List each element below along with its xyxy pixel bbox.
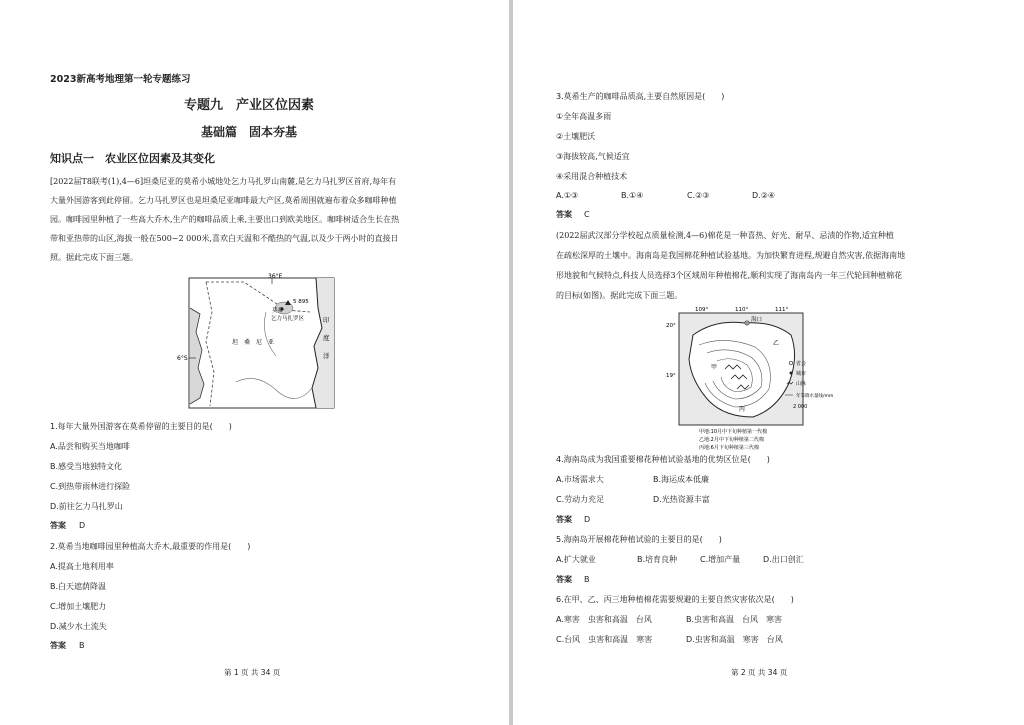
town-label: 莫希 xyxy=(272,308,284,314)
question-4-option: B.海运成本低廉 xyxy=(653,475,710,484)
page-title: 专题九 产业区位因素 xyxy=(184,98,315,113)
question-2-option: A.提高土地利用率 xyxy=(50,562,114,571)
region-label: 乞力马扎罗区 xyxy=(271,316,305,322)
question-1-option: C.到热带雨林进行探险 xyxy=(50,482,131,491)
longitude-label: 109° xyxy=(695,307,709,313)
tanzania-map-figure xyxy=(176,272,340,416)
question-3-item: ①全年高温多雨 xyxy=(556,112,612,121)
question-6-option: C.台风 虫害和高温 寒害 xyxy=(556,635,653,644)
question-3-option: B.①④ xyxy=(621,191,644,200)
question-2-option: B.白天遮荫降温 xyxy=(50,582,107,591)
question-4-stem: 4.海南岛成为我国重要棉花种植试验基地的优势区位是( ) xyxy=(556,455,770,464)
question-1-option: A.品尝和购买当地咖啡 xyxy=(50,442,130,451)
isohyet-label: 2 000 xyxy=(793,404,808,410)
ocean-label: 度 xyxy=(323,334,330,342)
question-3-option: A.①③ xyxy=(556,191,579,200)
latitude-label: 6°S xyxy=(177,355,188,362)
answer-label: 答案 xyxy=(556,575,572,584)
intro-line: 带和亚热带的山区,海拔一般在500~2 000米,喜欢白天温和不酷热的气温,以及少于两小时的直接日 xyxy=(50,234,399,243)
intro-line: (2022届武汉部分学校起点质量检测,4—6)棉花是一种喜热、好光、耐旱、忌渍的作物,适宜种植 xyxy=(556,231,894,240)
answer-label: 答案 xyxy=(50,521,66,530)
question-3-stem: 3.莫希生产的咖啡品质高,主要自然原因是( ) xyxy=(556,92,725,101)
question-2-stem: 2.莫希当地咖啡园里种植高大乔木,最重要的作用是( ) xyxy=(50,542,251,551)
latitude-label: 19° xyxy=(666,373,676,379)
answer-value: D xyxy=(584,515,591,524)
intro-line: [2022届T8联考(1),4—6]坦桑尼亚的莫希小城地处乞力马扎罗山南麓,是乞力马扎罗区首府,每年有 xyxy=(50,177,397,186)
question-4-option: C.劳动力充足 xyxy=(556,495,605,504)
map-note: 乙地:2月中下旬种植第二代棉 xyxy=(699,437,764,443)
city-label: 海口 xyxy=(751,317,763,323)
section-heading: 知识点一 农业区位因素及其变化 xyxy=(50,152,215,165)
question-3-option: D.②④ xyxy=(752,191,776,200)
page-1 xyxy=(0,0,509,725)
hainan-map-figure xyxy=(665,305,834,453)
svg-text:省会: 省会 xyxy=(796,361,807,367)
longitude-label: 36°E xyxy=(268,273,283,280)
ocean-label: 洋 xyxy=(323,352,330,360)
map-note: 甲地:10月中下旬种植第一代棉 xyxy=(699,429,768,435)
page-footer: 第 1 页 共 34 页 xyxy=(224,668,281,677)
intro-line: 大量外国游客到此停留。乞力马扎罗区也是坦桑尼亚咖啡最大产区,莫希周围就遍布着众多咖啡种植 xyxy=(50,196,397,205)
question-3-item: ③海拔较高,气候适宜 xyxy=(556,152,630,161)
document-header: 2023新高考地理第一轮专题练习 xyxy=(50,74,191,85)
answer-value: B xyxy=(79,641,85,650)
latitude-label: 20° xyxy=(666,323,676,329)
question-5-option: A.扩大就业 xyxy=(556,555,596,564)
answer-label: 答案 xyxy=(556,515,572,524)
answer-value: B xyxy=(584,575,590,584)
intro-line: 园。咖啡园里种植了一些高大乔木,生产的咖啡品质上乘,主要出口到欧美地区。咖啡树适合生长在热 xyxy=(50,215,400,224)
longitude-label: 110° xyxy=(735,307,749,313)
question-6-option: D.虫害和高温 寒害 台风 xyxy=(686,635,783,644)
zone-label: 甲 xyxy=(711,364,718,371)
map-note: 丙地:6月下旬种植第三代棉 xyxy=(699,445,759,451)
page-subtitle: 基础篇 固本夯基 xyxy=(201,125,298,139)
intro-line: 照。据此完成下面三题。 xyxy=(50,253,138,262)
country-label: 坦 桑 尼 亚 xyxy=(232,339,275,346)
peak-label: 5 895 xyxy=(293,299,309,305)
answer-label: 答案 xyxy=(556,210,572,219)
question-5-option: B.培育良种 xyxy=(637,555,678,564)
intro-line: 在疏松深厚的土壤中。海南岛是我国棉花种植试验基地。为加快繁育进程,规避自然灾害,依据海南地 xyxy=(556,251,906,260)
page-footer: 第 2 页 共 34 页 xyxy=(731,668,788,677)
question-5-option: C.增加产量 xyxy=(700,555,741,564)
question-4-option: A.市场需求大 xyxy=(556,475,604,484)
question-3-item: ④采用混合种植技术 xyxy=(556,172,628,181)
question-4-option: D.光热资源丰富 xyxy=(653,495,710,504)
question-6-option: B.虫害和高温 台风 寒害 xyxy=(686,615,783,624)
svg-text:年等降水量线/mm: 年等降水量线/mm xyxy=(796,394,834,399)
svg-text:山脉: 山脉 xyxy=(796,381,807,387)
question-5-stem: 5.海南岛开展棉花种植试验的主要目的是( ) xyxy=(556,535,722,544)
question-1-option: B.感受当地独特文化 xyxy=(50,462,123,471)
question-1-stem: 1.每年大量外国游客在莫希停留的主要目的是( ) xyxy=(50,422,232,431)
answer-label: 答案 xyxy=(50,641,66,650)
answer-value: C xyxy=(584,210,590,219)
intro-line: 的目标(如图)。据此完成下面三题。 xyxy=(556,291,683,300)
zone-label: 乙 xyxy=(773,340,780,347)
zone-label: 丙 xyxy=(739,406,746,413)
question-6-option: A.寒害 虫害和高温 台风 xyxy=(556,615,652,624)
question-3-option: C.②③ xyxy=(687,191,710,200)
question-2-option: C.增加土壤肥力 xyxy=(50,602,107,611)
question-1-option: D.前往乞力马扎罗山 xyxy=(50,502,123,511)
longitude-label: 111° xyxy=(775,307,789,313)
question-2-option: D.减少水土流失 xyxy=(50,622,107,631)
svg-text:城市: 城市 xyxy=(796,371,807,377)
answer-value: D xyxy=(79,521,86,530)
page-2 xyxy=(513,0,1024,725)
question-6-stem: 6.在甲、乙、丙三地种植棉花需要规避的主要自然灾害依次是( ) xyxy=(556,595,794,604)
ocean-label: 印 xyxy=(323,316,330,324)
question-5-option: D.出口创汇 xyxy=(763,555,804,564)
question-3-item: ②土壤肥沃 xyxy=(556,132,596,141)
intro-line: 形地貌和气候特点,科技人员选择3个区域周年种植棉花,顺利实现了海南岛内一年三代轮回种植棉花 xyxy=(556,271,903,280)
